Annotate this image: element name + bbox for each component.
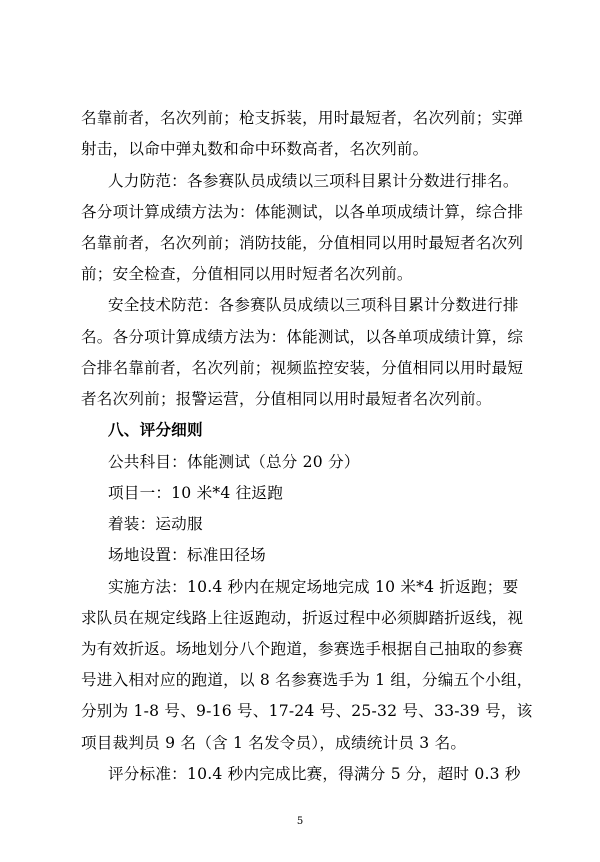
section-heading: 八、评分细则 bbox=[108, 420, 203, 439]
paragraph-line: 项目一：10 米*4 往返跑 bbox=[108, 484, 284, 502]
paragraph-line: 名靠前者，名次列前；枪支拆装，用时最短者，名次列前；实弹 bbox=[81, 109, 524, 127]
paragraph-line: 为有效折返。场地划分八个跑道，参赛选手根据自己抽取的参赛 bbox=[81, 640, 524, 658]
paragraph-line: 者名次列前；报警运营，分值相同以用时最短者名次列前。 bbox=[81, 390, 492, 408]
paragraph-line: 各分项计算成绩方法为：体能测试，以各单项成绩计算，综合排 bbox=[81, 203, 524, 221]
paragraph-line: 名。各分项计算成绩方法为：体能测试，以各单项成绩计算，综 bbox=[81, 328, 524, 346]
paragraph-line: 合排名靠前者，名次列前；视频监控安装，分值相同以用时最短 bbox=[81, 359, 524, 377]
paragraph-line: 着装：运动服 bbox=[108, 515, 203, 533]
paragraph-line: 人力防范：各参赛队员成绩以三项科目累计分数进行排名。 bbox=[108, 172, 519, 190]
paragraph-line: 分别为 1-8 号、9-16 号、17-24 号、25-32 号、33-39 号，该 bbox=[81, 702, 533, 720]
paragraph-line: 射击，以命中弹丸数和命中环数高者，名次列前。 bbox=[81, 140, 429, 158]
page-number: 5 bbox=[296, 816, 304, 827]
paragraph-line: 前；安全检查，分值相同以用时短者名次列前。 bbox=[81, 265, 413, 283]
paragraph-line: 名靠前者，名次列前；消防技能，分值相同以用时最短者名次列 bbox=[81, 234, 524, 252]
paragraph-line: 实施方法：10.4 秒内在规定场地完成 10 米*4 折返跑；要 bbox=[108, 578, 519, 596]
paragraph-line: 求队员在规定线路上往返跑动，折返过程中必须脚踏折返线，视 bbox=[81, 609, 524, 627]
paragraph-line: 安全技术防范：各参赛队员成绩以三项科目累计分数进行排 bbox=[108, 296, 519, 314]
paragraph-line: 项目裁判员 9 名（含 1 名发令员），成绩统计员 3 名。 bbox=[81, 734, 467, 752]
paragraph-line: 号进入相对应的跑道，以 8 名参赛选手为 1 组，分编五个小组， bbox=[81, 671, 533, 689]
paragraph-line: 场地设置：标准田径场 bbox=[108, 546, 266, 564]
paragraph-line: 公共科目：体能测试（总分 20 分） bbox=[108, 453, 360, 471]
paragraph-line: 评分标准：10.4 秒内完成比赛，得满分 5 分，超时 0.3 秒 bbox=[108, 765, 521, 783]
